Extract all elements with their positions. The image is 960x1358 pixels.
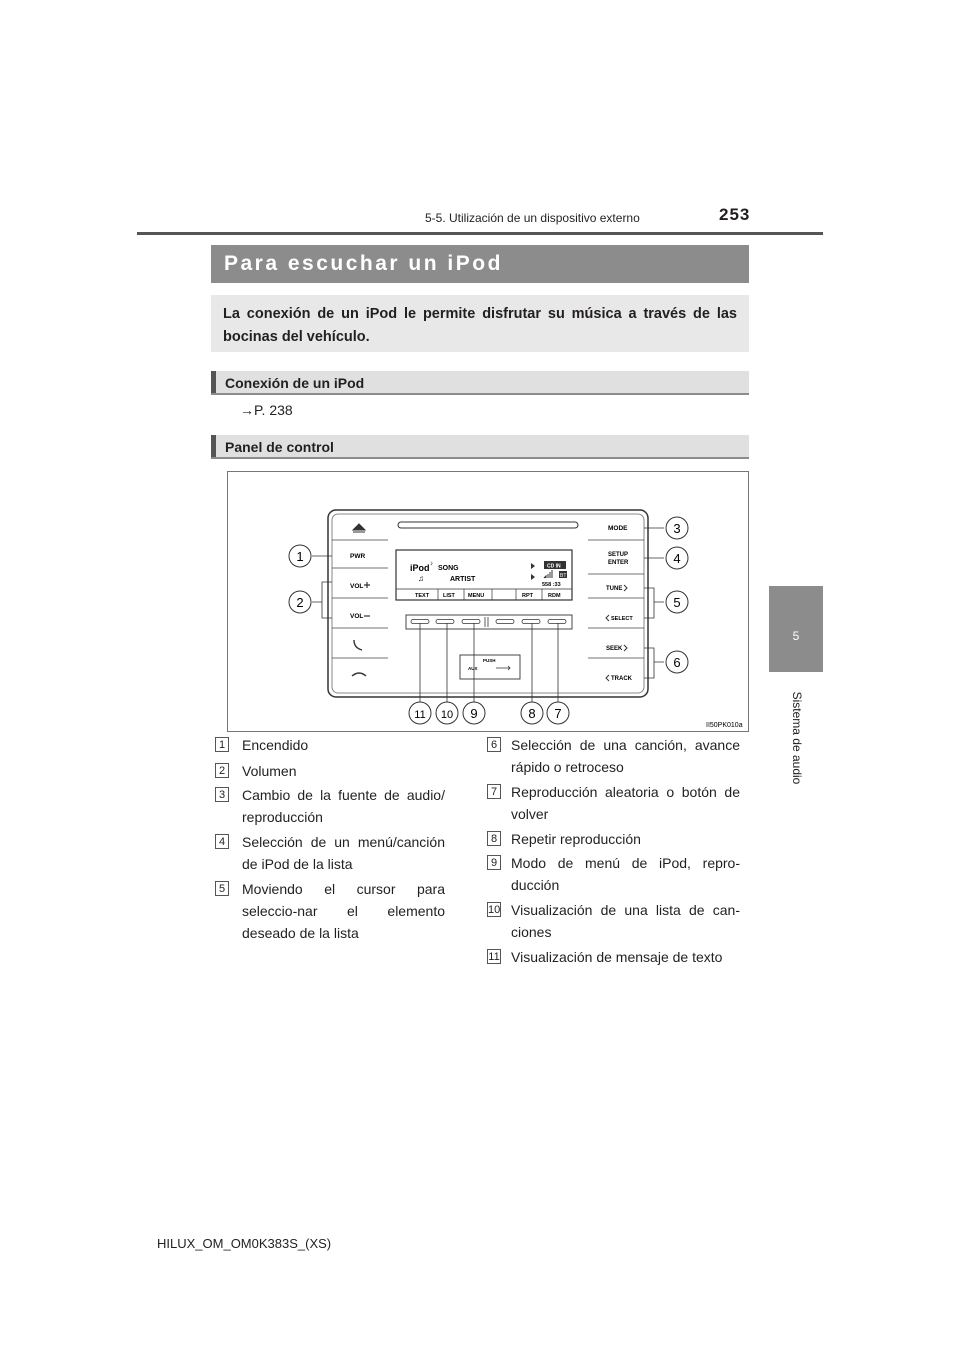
- chapter-tab-label: Sistema de audio: [790, 691, 804, 785]
- track-button-label: TRACK: [611, 676, 632, 682]
- legend-text: Selección de una canción, avance rápido o retroceso: [511, 737, 740, 775]
- heading-accent: [211, 371, 216, 393]
- connection-heading: [211, 371, 749, 395]
- legend-text: Selección de un menú/canción de iPod de la lista: [242, 834, 445, 872]
- legend-number: 5: [215, 881, 229, 896]
- select-button-label: SELECT: [611, 616, 633, 622]
- chapter-tab-number: 5: [792, 629, 800, 643]
- callout-4: 4: [673, 551, 681, 566]
- aux-label: AUX: [468, 666, 478, 671]
- vol-up-button-label: VOL: [350, 583, 364, 590]
- figure-code: II50PK010a: [706, 722, 743, 729]
- connection-heading-text: Conexión de un iPod: [225, 375, 365, 391]
- legend-number: 9: [487, 855, 501, 870]
- callout-5: 5: [673, 595, 681, 610]
- enter-button-label: ENTER: [608, 560, 629, 566]
- mode-button-label: MODE: [608, 525, 628, 532]
- control-panel-illustration: [228, 472, 748, 731]
- legend-text: Cambio de la fuente de audio/ reproducción: [242, 787, 445, 825]
- softkey-menu-label: MENU: [468, 593, 485, 599]
- legend-text: Encendido: [242, 737, 309, 753]
- legend-number: 11: [488, 951, 500, 963]
- panel-heading-text: Panel de control: [225, 439, 334, 455]
- vol-down-button-label: VOL: [350, 613, 364, 620]
- page-number: 253: [719, 205, 751, 224]
- legend-text: Volumen: [242, 763, 297, 779]
- callout-10: 10: [440, 709, 454, 721]
- legend-number: 1: [215, 737, 229, 752]
- callout-11: 11: [414, 709, 426, 721]
- cd-in-label: CD IN: [547, 563, 561, 570]
- bluetooth-label: BT: [560, 573, 567, 579]
- legend-text: Modo de menú de iPod, repro-ducción: [511, 855, 740, 893]
- legend-number: 7: [487, 784, 501, 799]
- legend-text: Visualización de una lista de can-ciones: [511, 902, 740, 940]
- legend-number: 2: [215, 763, 229, 778]
- seek-button-label: SEEK: [606, 646, 623, 652]
- tune-button-label: TUNE: [606, 586, 623, 592]
- legend-text: Reproducción aleatoria o botón de volver: [511, 784, 740, 822]
- page-reference: →P. 238: [240, 402, 293, 418]
- song-label: SONG: [438, 565, 459, 572]
- softkey-list-label: LIST: [443, 593, 455, 599]
- callout-6: 6: [673, 655, 681, 670]
- callout-1: 1: [296, 549, 304, 564]
- callout-7: 7: [554, 706, 562, 721]
- panel-heading: [211, 435, 749, 459]
- push-label: PUSH: [483, 658, 496, 663]
- music-notes-icon: ♫: [418, 574, 424, 583]
- heading-accent: [211, 435, 216, 457]
- legend-text: Moviendo el cursor para seleccio-nar el elemento deseado de la lista: [242, 881, 445, 941]
- control-panel-figure: [227, 471, 749, 732]
- legend-text: Repetir reproducción: [511, 831, 641, 847]
- legend-number: 8: [487, 831, 501, 846]
- music-note-icon: ♪: [430, 561, 433, 567]
- section-title: Para escuchar un iPod: [211, 245, 749, 283]
- legend-number: 10: [488, 904, 501, 916]
- softkey-text-label: TEXT: [415, 593, 430, 599]
- callout-8: 8: [528, 706, 536, 721]
- header-rule: [137, 232, 823, 235]
- section-path: 5-5. Utilización de un dispositivo externo: [425, 211, 640, 225]
- legend-number: 3: [215, 787, 229, 802]
- callout-9: 9: [470, 706, 478, 721]
- legend-text: Visualización de mensaje de texto: [511, 949, 723, 965]
- time-readout: 558 :33: [542, 582, 561, 588]
- setup-button-label: SETUP: [608, 552, 629, 558]
- legend-number: 6: [487, 737, 501, 752]
- artist-label: ARTIST: [450, 576, 476, 583]
- footer-document-code: HILUX_OM_OM0K383S_(XS): [157, 1236, 332, 1251]
- head-unit-outline: [328, 510, 648, 697]
- ipod-logo: iPod: [410, 563, 430, 573]
- intro-text: La conexión de un iPod le permite disfrutar su música a través de las bocinas del vehículo.: [211, 295, 749, 352]
- callout-3: 3: [673, 521, 681, 536]
- softkey-rdm-label: RDM: [548, 593, 561, 599]
- callout-2: 2: [296, 595, 304, 610]
- legend-number: 4: [215, 834, 229, 849]
- softkey-rpt-label: RPT: [522, 593, 533, 599]
- pwr-button-label: PWR: [350, 553, 366, 560]
